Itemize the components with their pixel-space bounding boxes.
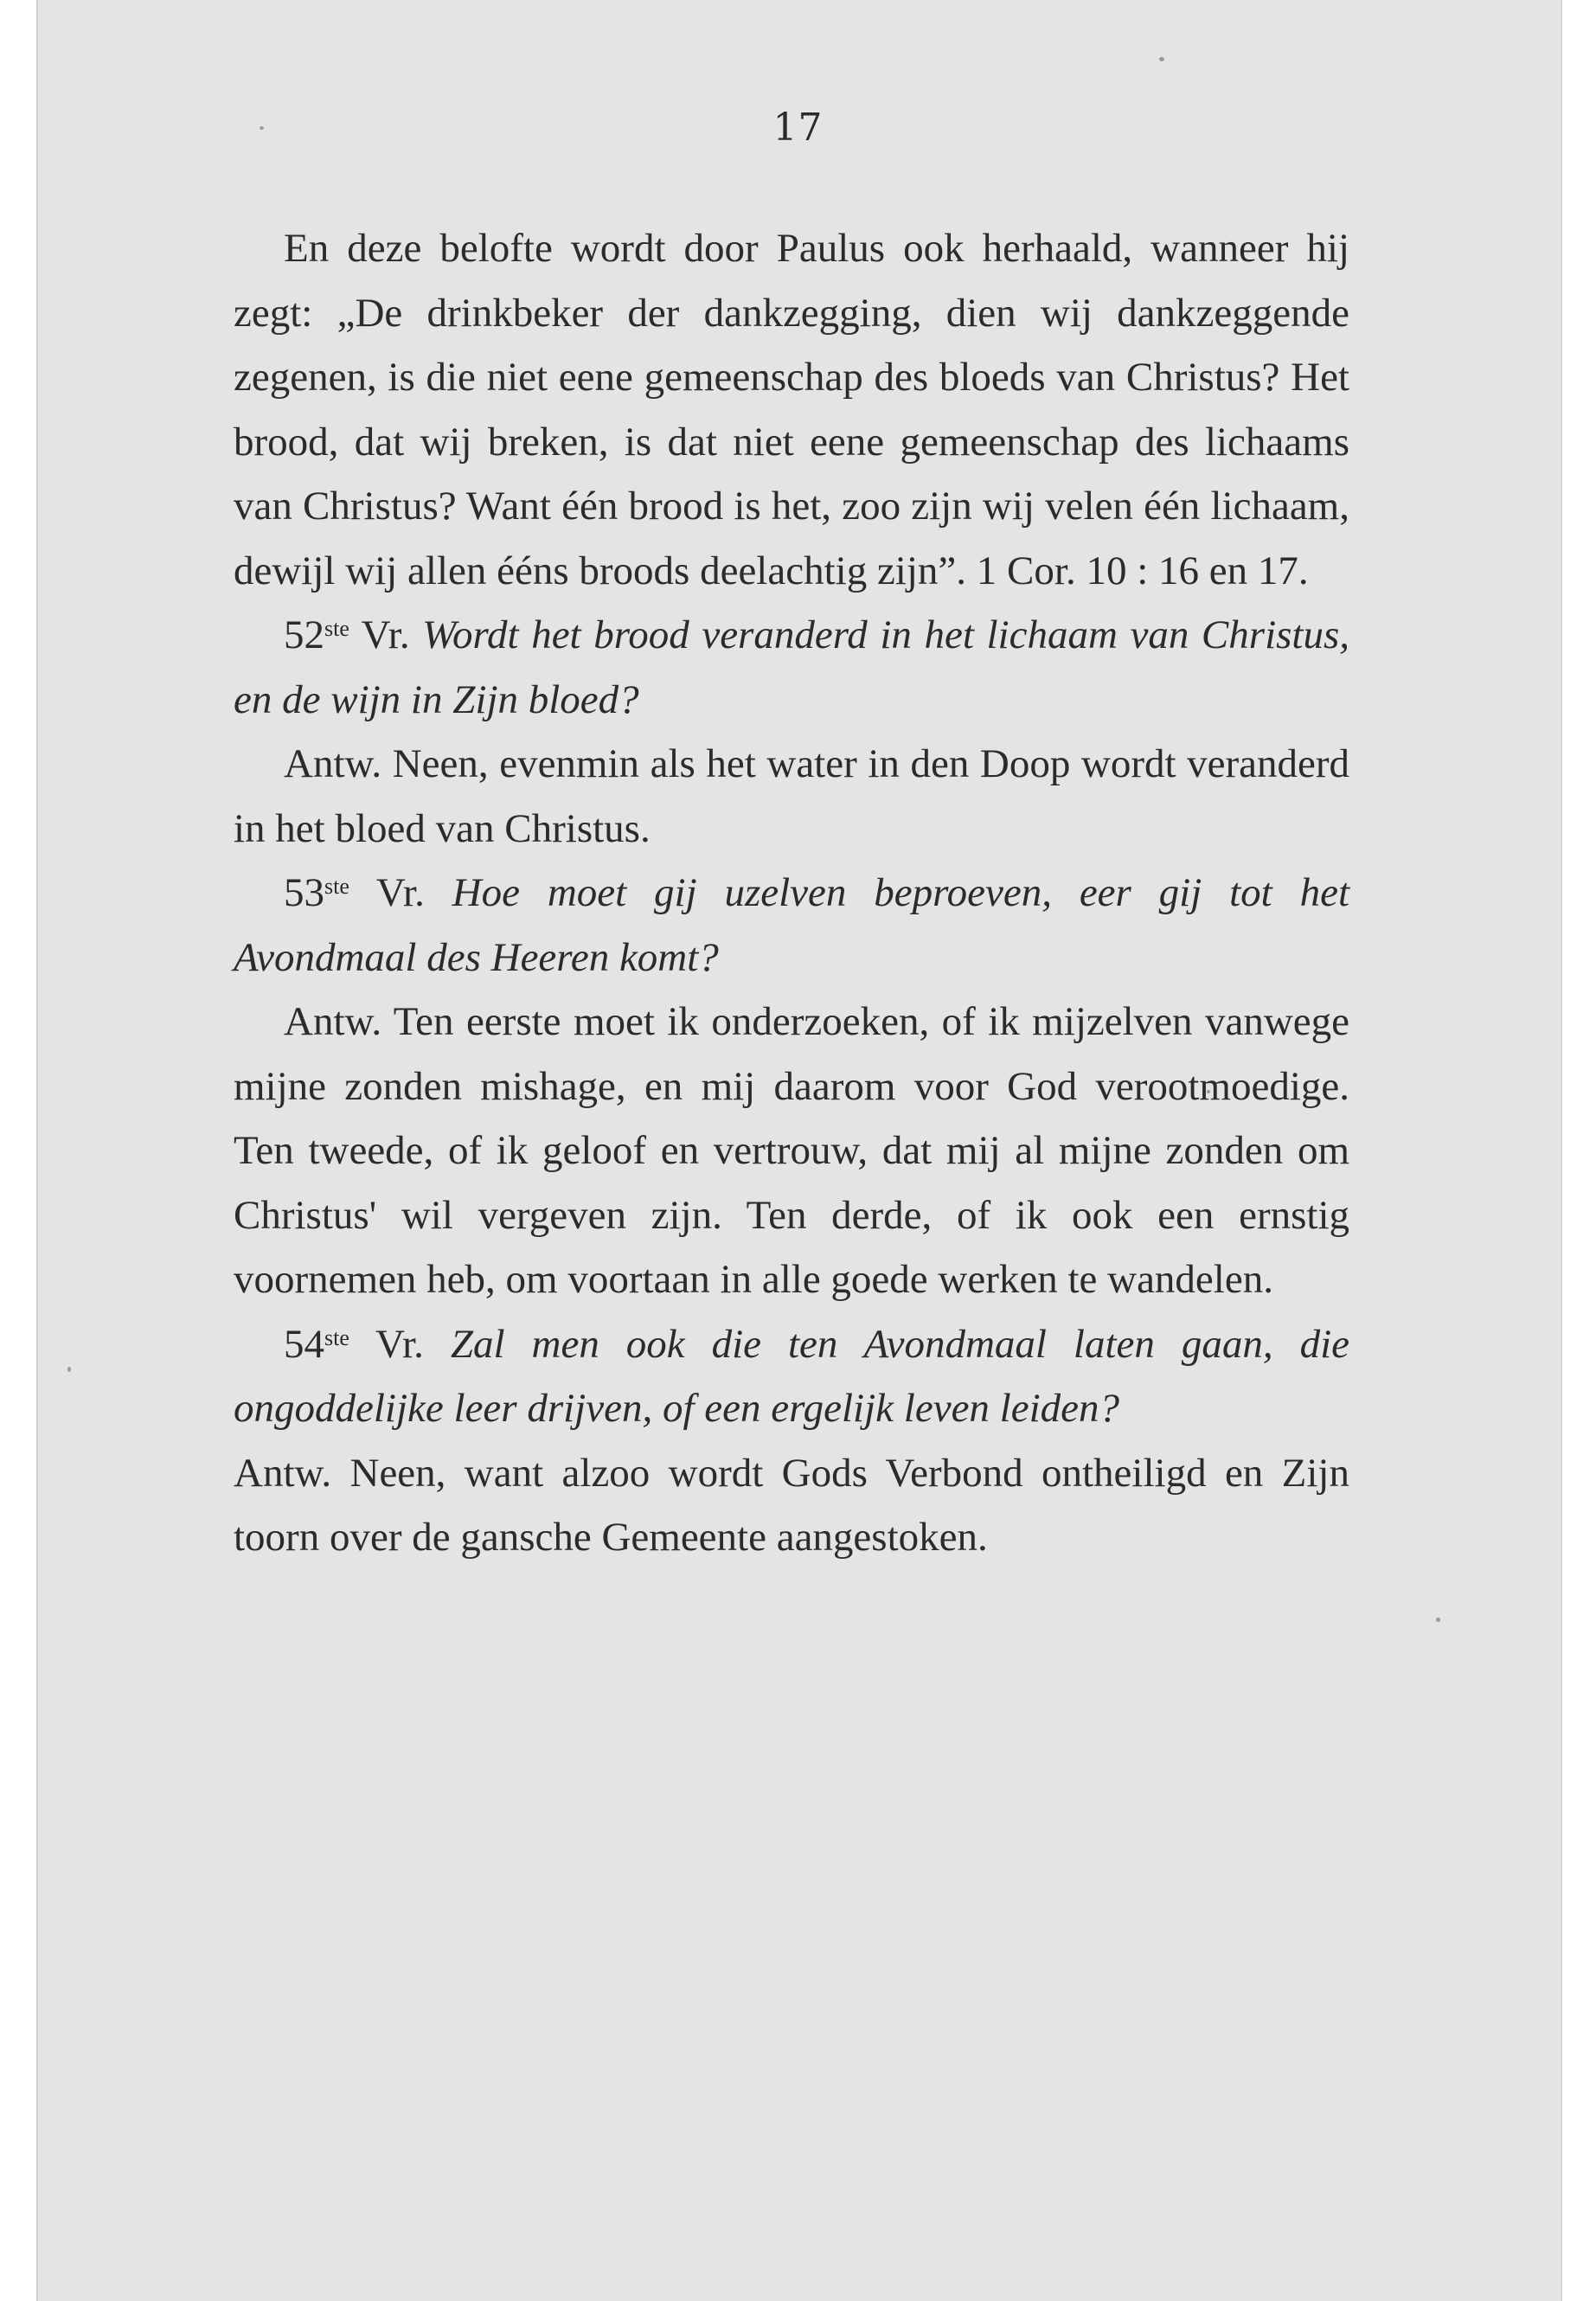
paper-speck bbox=[1436, 1618, 1440, 1622]
page-number: 17 bbox=[772, 106, 824, 150]
question-label: Vr. bbox=[361, 612, 410, 657]
paper-speck bbox=[1159, 57, 1164, 61]
answer-52 bbox=[234, 732, 1349, 861]
question-53 bbox=[234, 861, 1349, 990]
paragraph-text: En deze belofte wordt door Paulus ook herhaald, wanneer hij zegt: „De drinkbeker der dankzegging, dien wij dankzeggende zegenen, is die niet eene gemeenschap des bloeds van Christus? Het brood, dat wij breken, is dat niet eene gemeenschap des lichaams van Christus? Want één brood is het, zoo zijn wij velen één lichaam, dewijl wij allen ééns broods deelachtig zijn”. 1 Cor. 10 : 16 en 17. bbox=[234, 226, 1349, 593]
answer-54 bbox=[234, 1441, 1349, 1570]
answer-text: Ten eerste moet ik onderzoeken, of ik mijzelven vanwege mijne zonden mishage, en mij daarom voor God verootmoedige. Ten tweede, of ik geloof en vertrouw, dat mij al mijne zonden om Christus' wil vergeven zijn. Ten derde, of ik ook een ernstig voornemen heb, om voortaan in alle goede werken te wandelen. bbox=[234, 999, 1349, 1302]
question-text: Wordt het brood veranderd in het lichaam van Christus, en de wijn in Zijn bloed? bbox=[234, 612, 1350, 722]
ordinal-suffix: ste bbox=[324, 874, 349, 899]
question-number: 52ste bbox=[284, 612, 349, 657]
answer-label: Antw. bbox=[284, 741, 382, 786]
paragraph-scripture-quote bbox=[234, 216, 1349, 603]
answer-text: Neen, evenmin als het water in den Doop wordt veranderd in het bloed van Christus. bbox=[234, 741, 1350, 851]
answer-53 bbox=[234, 990, 1349, 1312]
answer-label: Antw. bbox=[284, 999, 382, 1044]
question-label: Vr. bbox=[375, 870, 425, 915]
question-number: 53ste bbox=[284, 870, 349, 915]
answer-text: Neen, want alzoo wordt Gods Verbond ontheiligd en Zijn toorn over de gansche Gemeente aangestoken. bbox=[234, 1450, 1349, 1560]
question-label: Vr. bbox=[375, 1321, 424, 1367]
question-number: 54ste bbox=[284, 1321, 349, 1367]
question-text: Hoe moet gij uzelven beproeven, eer gij tot het Avondmaal des Heeren komt? bbox=[234, 870, 1349, 980]
ordinal-suffix: ste bbox=[324, 616, 349, 641]
question-52 bbox=[234, 603, 1349, 732]
question-text: Zal men ook die ten Avondmaal laten gaan, die ongoddelijke leer drijven, of een ergelijk leven leiden? bbox=[234, 1321, 1349, 1431]
answer-label: Antw. bbox=[234, 1450, 332, 1496]
question-54 bbox=[234, 1312, 1349, 1441]
ordinal-suffix: ste bbox=[324, 1324, 349, 1350]
body-text bbox=[234, 216, 1349, 1570]
paper-speck bbox=[67, 1367, 71, 1372]
